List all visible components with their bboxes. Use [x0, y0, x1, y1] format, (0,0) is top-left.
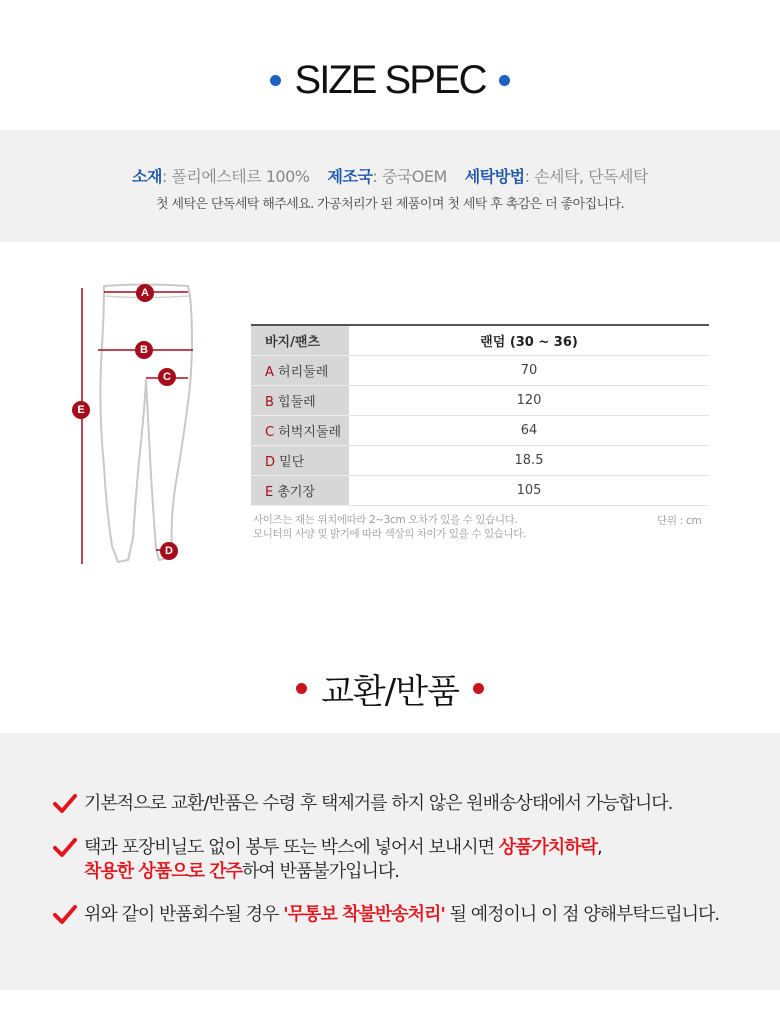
row-label: E 총기장	[251, 475, 349, 505]
row-label: A 허리둘레	[251, 355, 349, 385]
table-row	[251, 355, 709, 385]
note-line-2: 모니터의 사양 및 밝기에 따라 색상의 차이가 있을 수 있습니다.	[253, 528, 526, 540]
table-header-row	[251, 325, 709, 355]
header-size: 랜덤 (30 ~ 36)	[349, 325, 709, 355]
measurement-note	[253, 513, 526, 541]
bullet-dot-icon	[473, 683, 484, 694]
size-spec-title: SIZE SPEC	[294, 58, 486, 102]
row-label: B 힙둘레	[251, 385, 349, 415]
exchange-heading	[0, 664, 780, 714]
check-icon	[53, 905, 77, 925]
row-label: C 허벅지둘레	[251, 415, 349, 445]
material-info-band	[0, 130, 780, 242]
material-label: 소재	[132, 167, 162, 186]
row-value: 64	[349, 415, 709, 445]
pants-measurement-diagram	[60, 276, 210, 576]
origin-value: : 중국OEM	[372, 167, 447, 186]
row-value: 120	[349, 385, 709, 415]
bullet-dot-icon	[296, 683, 307, 694]
material-value: : 폴리에스테르 100%	[161, 167, 310, 186]
exchange-info-band: 기본적으로 교환/반품은 수령 후 택제거를 하지 않은 원배송상태에서 가능합니다. 택과 포장비닐도 없이 봉투 또는 박스에 넣어서 보내시면 상품가치하락, 착용한 상품으로 간주하여 반품불가입니다. 위와 같이 반품회수될 경우 '무통보 착불반송처리' 될 예정이니 이 점 양해부탁드립니다.	[0, 733, 780, 990]
row-value: 105	[349, 475, 709, 505]
exchange-title: 교환/반품	[321, 672, 459, 712]
size-spec-heading	[0, 58, 780, 108]
table-row	[251, 385, 709, 415]
origin-label: 제조국	[327, 167, 373, 186]
marker-a: A	[136, 284, 154, 302]
size-table	[251, 324, 709, 506]
marker-d: D	[160, 542, 178, 560]
wash-note: 첫 세탁은 단독세탁 해주세요. 가공처리가 된 제품이며 첫 세탁 후 촉감은 더 좋아집니다.	[156, 197, 624, 212]
value-drop-warning: 상품가치하락	[498, 837, 598, 858]
header-item: 바지/팬츠	[251, 325, 349, 355]
row-value: 18.5	[349, 445, 709, 475]
check-icon	[53, 838, 77, 858]
marker-b: B	[135, 341, 153, 359]
table-row	[251, 475, 709, 505]
wash-value: : 손세탁, 단독세탁	[524, 167, 648, 186]
bullet-dot-icon	[270, 75, 281, 86]
bullet-dot-icon	[499, 75, 510, 86]
table-row	[251, 415, 709, 445]
table-row	[251, 445, 709, 475]
marker-e: E	[72, 401, 90, 419]
material-line	[0, 164, 780, 187]
check-icon	[53, 794, 77, 814]
note-line-1: 사이즈는 재는 위치에따라 2~3cm 오차가 있을 수 있습니다.	[253, 514, 518, 526]
wash-label: 세탁방법	[464, 167, 525, 186]
row-value: 70	[349, 355, 709, 385]
worn-product-warning: 착용한 상품으로 간주	[84, 861, 243, 882]
return-shipping-warning: '무통보 착불반송처리'	[283, 904, 445, 925]
marker-c: C	[158, 368, 176, 386]
unit-note: 단위 : cm	[657, 515, 702, 527]
row-label: D 밑단	[251, 445, 349, 475]
pants-outline-icon	[60, 276, 210, 576]
